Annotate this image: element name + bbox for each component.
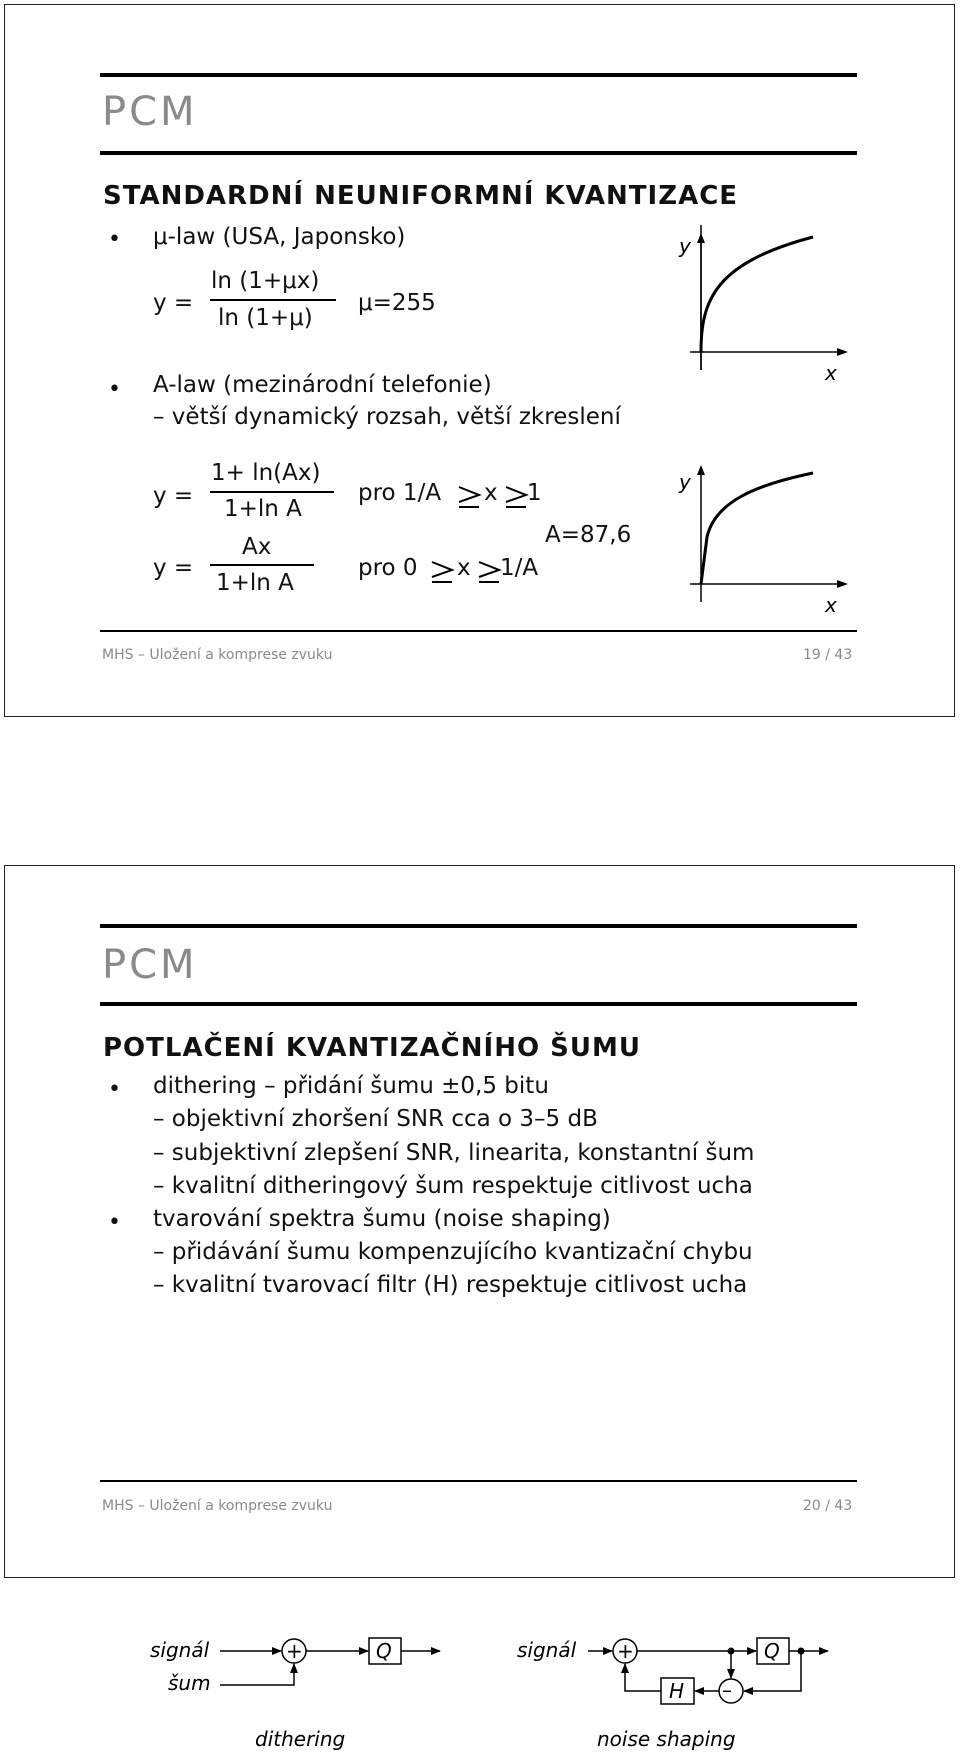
a-param: A=87,6 xyxy=(545,522,632,548)
line-dithering: dithering – přidání šumu ±0,5 bitu xyxy=(153,1073,549,1099)
mu-eq-lhs: y = xyxy=(153,290,194,316)
mu-eq-denominator: ln (1+μ) xyxy=(218,305,313,331)
adder-plus: + xyxy=(286,1639,303,1663)
bullet-a-law: A-law (mezinárodní telefonie) xyxy=(153,372,492,398)
section-heading: POTLAČENÍ KVANTIZAČNÍHO ŠUMU xyxy=(103,1033,641,1063)
line-subjective: – subjektivní zlepšení SNR, linearita, konstantní šum xyxy=(153,1140,755,1166)
bullet-icon: • xyxy=(108,227,121,252)
sub-bullet-dynamic-range: – větší dynamický rozsah, větší zkreslení xyxy=(153,404,621,430)
y-axis-arrow xyxy=(697,233,705,243)
slide-title: PCM xyxy=(102,89,198,135)
bullet-icon: • xyxy=(108,1077,121,1102)
y-axis-label: y xyxy=(679,470,691,494)
a-law-graph xyxy=(679,457,855,617)
dithering-caption: dithering xyxy=(255,1727,346,1751)
bullet-mu-law: μ-law (USA, Japonsko) xyxy=(153,224,406,250)
section-heading: STANDARDNÍ NEUNIFORMNÍ KVANTIZACE xyxy=(103,181,739,211)
slide-19 xyxy=(4,4,955,717)
a-eq2-fraction-bar xyxy=(210,564,314,566)
footer-rule xyxy=(100,1480,857,1482)
title-rule-bottom xyxy=(100,151,857,155)
block-diagram xyxy=(5,1616,955,1756)
subtractor-minus: – xyxy=(722,1678,732,1702)
a-eq1-cond-post: 1 xyxy=(527,480,542,506)
line-objective: – objektivní zhoršení SNR cca o 3–5 dB xyxy=(153,1106,598,1132)
a-eq2-cond-x: x xyxy=(457,555,471,581)
mu-law-graph xyxy=(679,225,855,385)
filter-label: H xyxy=(669,1679,685,1703)
quantizer-label: Q xyxy=(376,1639,392,1663)
footer-rule xyxy=(100,630,857,632)
title-rule-bottom xyxy=(100,1002,857,1006)
a-eq1-cond-pre: pro 1/A xyxy=(358,480,442,506)
a-eq2-lhs: y = xyxy=(153,555,194,581)
a-eq2-numerator: Ax xyxy=(242,534,272,560)
title-rule-top xyxy=(100,924,857,928)
signal-label: signál xyxy=(150,1638,210,1662)
a-eq2-denominator: 1+ln A xyxy=(216,570,294,596)
mu-law-curve xyxy=(701,237,813,352)
a-eq1-numerator: 1+ ln(Ax) xyxy=(211,460,321,486)
a-eq2-cond-pre: pro 0 xyxy=(358,555,418,581)
bullet-icon: • xyxy=(108,1210,121,1235)
a-eq1-lhs: y = xyxy=(153,483,194,509)
noise-label: šum xyxy=(168,1671,211,1695)
mu-eq-fraction-bar xyxy=(210,299,336,301)
slide-title: PCM xyxy=(102,942,198,988)
line-compensation: – přidávání šumu kompenzujícího kvantizační chybu xyxy=(153,1239,753,1265)
line-quality-dither: – kvalitní ditheringový šum respektuje citlivost ucha xyxy=(153,1173,753,1199)
x-axis-arrow xyxy=(837,348,848,356)
mu-eq-numerator: ln (1+μx) xyxy=(211,268,320,294)
signal-label: signál xyxy=(517,1638,577,1662)
a-eq1-fraction-bar xyxy=(210,491,334,493)
bullet-icon: • xyxy=(108,377,121,402)
slide-20 xyxy=(4,865,955,1751)
footer-left: MHS – Uložení a komprese zvuku xyxy=(102,647,333,663)
a-law-curve xyxy=(701,473,813,584)
a-eq1-cond-x: x xyxy=(484,480,498,506)
a-eq1-denominator: 1+ln A xyxy=(224,496,302,522)
a-eq2-cond-post: 1/A xyxy=(500,555,539,581)
adder-plus: + xyxy=(617,1639,634,1663)
line-shaping-filter: – kvalitní tvarovací filtr (H) respektuje citlivost ucha xyxy=(153,1272,748,1298)
x-axis-label: x xyxy=(825,593,837,617)
title-rule-top xyxy=(100,73,857,77)
leq-icon xyxy=(428,558,458,584)
page-number: 19 / 43 xyxy=(803,647,853,663)
line-noise-shaping: tvarování spektra šumu (noise shaping) xyxy=(153,1206,611,1232)
leq-icon xyxy=(455,483,485,509)
x-axis-label: x xyxy=(825,361,837,385)
page-number: 20 / 43 xyxy=(803,1498,853,1514)
y-axis-arrow xyxy=(697,465,705,475)
x-axis-arrow xyxy=(837,580,848,588)
noise-shaping-caption: noise shaping xyxy=(597,1727,736,1751)
quantizer-label: Q xyxy=(764,1639,780,1663)
footer-left: MHS – Uložení a komprese zvuku xyxy=(102,1498,333,1514)
y-axis-label: y xyxy=(679,234,691,258)
mu-param: μ=255 xyxy=(358,290,436,316)
